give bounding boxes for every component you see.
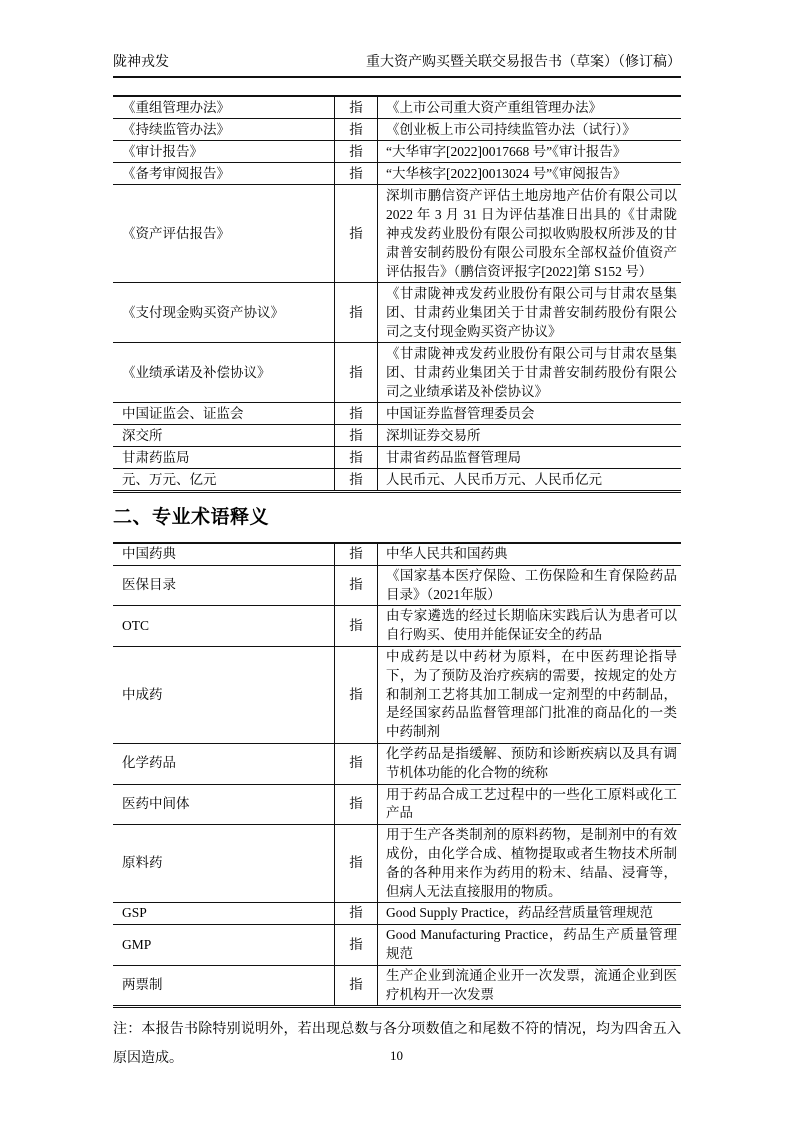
- definition-cell: 中华人民共和国药典: [378, 543, 682, 565]
- table-row: [113, 903, 681, 925]
- table-row: [113, 447, 681, 469]
- page-content: [113, 0, 681, 1073]
- indicator-cell: 指: [335, 925, 378, 966]
- table-row: [113, 925, 681, 966]
- page-number: 10: [390, 1048, 403, 1063]
- table-row: [113, 119, 681, 141]
- definition-cell: 《上市公司重大资产重组管理办法》: [378, 96, 682, 119]
- term-cell: OTC: [113, 606, 335, 647]
- term-cell: GSP: [113, 903, 335, 925]
- indicator-cell: 指: [335, 283, 378, 343]
- table-row: [113, 163, 681, 185]
- term-cell: 医保目录: [113, 565, 335, 606]
- section-title: 二、专业术语释义: [113, 507, 270, 528]
- table-row: [113, 283, 681, 343]
- table-row: [113, 965, 681, 1007]
- definition-cell: Good Supply Practice，药品经营质量管理规范: [378, 903, 682, 925]
- term-cell: 深交所: [113, 425, 335, 447]
- definition-cell: 《甘肃陇神戎发药业股份有限公司与甘肃农垦集团、甘肃药业集团关于甘肃普安制药股份有限公司之支付现金购买资产协议》: [378, 283, 682, 343]
- indicator-cell: 指: [335, 784, 378, 825]
- indicator-cell: 指: [335, 965, 378, 1007]
- indicator-cell: 指: [335, 646, 378, 743]
- indicator-cell: 指: [335, 565, 378, 606]
- term-cell: 《资产评估报告》: [113, 185, 335, 283]
- term-cell: 中国药典: [113, 543, 335, 565]
- definitions-table-body: [113, 96, 681, 492]
- definition-cell: 用于生产各类制剂的原料药物，是制剂中的有效成份，由化学合成、植物提取或者生物技术所制备的各种用来作为药用的粉末、结晶、浸膏等，但病人无法直接服用的物质。: [378, 825, 682, 903]
- term-cell: 《持续监管办法》: [113, 119, 335, 141]
- definitions-table: [113, 95, 681, 493]
- indicator-cell: 指: [335, 96, 378, 119]
- indicator-cell: 指: [335, 825, 378, 903]
- table-row: [113, 403, 681, 425]
- term-cell: 医药中间体: [113, 784, 335, 825]
- indicator-cell: 指: [335, 141, 378, 163]
- table-row: [113, 343, 681, 403]
- indicator-cell: 指: [335, 119, 378, 141]
- definition-cell: 用于药品合成工艺过程中的一些化工原料或化工产品: [378, 784, 682, 825]
- terms-table: [113, 542, 681, 1008]
- indicator-cell: 指: [335, 903, 378, 925]
- table-row: [113, 141, 681, 163]
- term-cell: 原料药: [113, 825, 335, 903]
- header-report-title: 重大资产购买暨关联交易报告书（草案）（修订稿）: [366, 55, 681, 70]
- term-cell: 甘肃药监局: [113, 447, 335, 469]
- table-row: [113, 469, 681, 492]
- term-cell: 《备考审阅报告》: [113, 163, 335, 185]
- term-cell: 《业绩承诺及补偿协议》: [113, 343, 335, 403]
- indicator-cell: 指: [335, 543, 378, 565]
- table-row: [113, 606, 681, 647]
- definition-cell: 中国证券监督管理委员会: [378, 403, 682, 425]
- indicator-cell: 指: [335, 469, 378, 492]
- terms-table-body: [113, 543, 681, 1007]
- term-cell: 《重组管理办法》: [113, 96, 335, 119]
- note-text: 注：本报告书除特别说明外，若出现总数与各分项数值之和尾数不符的情况，均为四舍五入原因造成。: [113, 1022, 681, 1067]
- term-cell: 《支付现金购买资产协议》: [113, 283, 335, 343]
- table-row: [113, 565, 681, 606]
- definition-cell: 化学药品是指缓解、预防和诊断疾病以及具有调节机体功能的化合物的统称: [378, 743, 682, 784]
- definition-cell: 深圳市鹏信资产评估土地房地产估价有限公司以 2022 年 3 月 31 日为评估基准日出具的《甘肃陇神戎发药业股份有限公司拟收购股权所涉及的甘肃普安制药股份有限公司股东全部权益价值资产评估报告》（鹏信资评报字[2022]第 S152 号）: [378, 185, 682, 283]
- header-company-name: 陇神戎发: [113, 55, 169, 70]
- term-cell: 化学药品: [113, 743, 335, 784]
- table-row: [113, 96, 681, 119]
- page-header: [113, 0, 681, 78]
- indicator-cell: 指: [335, 163, 378, 185]
- table-row: [113, 425, 681, 447]
- definition-cell: “大华核字[2022]0013024 号”《审阅报告》: [378, 163, 682, 185]
- table-row: [113, 825, 681, 903]
- definition-cell: 中成药是以中药材为原料，在中医药理论指导下，为了预防及治疗疾病的需要，按规定的处方和制剂工艺将其加工制成一定剂型的中药制品，是经国家药品监督管理部门批准的商品化的一类中药制剂: [378, 646, 682, 743]
- term-cell: 两票制: [113, 965, 335, 1007]
- term-cell: 中成药: [113, 646, 335, 743]
- indicator-cell: 指: [335, 447, 378, 469]
- table-row: [113, 543, 681, 565]
- definition-cell: 《国家基本医疗保险、工伤保险和生育保险药品目录》（2021年版）: [378, 565, 682, 606]
- definition-cell: 由专家遴选的经过长期临床实践后认为患者可以自行购买、使用并能保证安全的药品: [378, 606, 682, 647]
- definition-cell: 生产企业到流通企业开一次发票，流通企业到医疗机构开一次发票: [386, 967, 677, 1002]
- term-cell: 中国证监会、证监会: [113, 403, 335, 425]
- definition-cell: 人民币元、人民币万元、人民币亿元: [386, 472, 602, 487]
- definition-cell: “大华审字[2022]0017668 号”《审计报告》: [378, 141, 682, 163]
- indicator-cell: 指: [335, 185, 378, 283]
- definition-cell: 《创业板上市公司持续监管办法（试行）》: [378, 119, 682, 141]
- indicator-cell: 指: [335, 425, 378, 447]
- indicator-cell: 指: [335, 743, 378, 784]
- indicator-cell: 指: [335, 403, 378, 425]
- indicator-cell: 指: [335, 606, 378, 647]
- definition-cell: 甘肃省药品监督管理局: [378, 447, 682, 469]
- table-row: [113, 784, 681, 825]
- definition-cell: 深圳证券交易所: [378, 425, 682, 447]
- term-cell: 《审计报告》: [113, 141, 335, 163]
- definition-cell: 《甘肃陇神戎发药业股份有限公司与甘肃农垦集团、甘肃药业集团关于甘肃普安制药股份有限公司之业绩承诺及补偿协议》: [378, 343, 682, 403]
- term-cell: GMP: [113, 925, 335, 966]
- term-cell: 元、万元、亿元: [113, 469, 335, 492]
- table-row: [113, 646, 681, 743]
- table-row: [113, 743, 681, 784]
- indicator-cell: 指: [335, 343, 378, 403]
- table-row: [113, 185, 681, 283]
- definition-cell: Good Manufacturing Practice，药品生产质量管理规范: [378, 925, 682, 966]
